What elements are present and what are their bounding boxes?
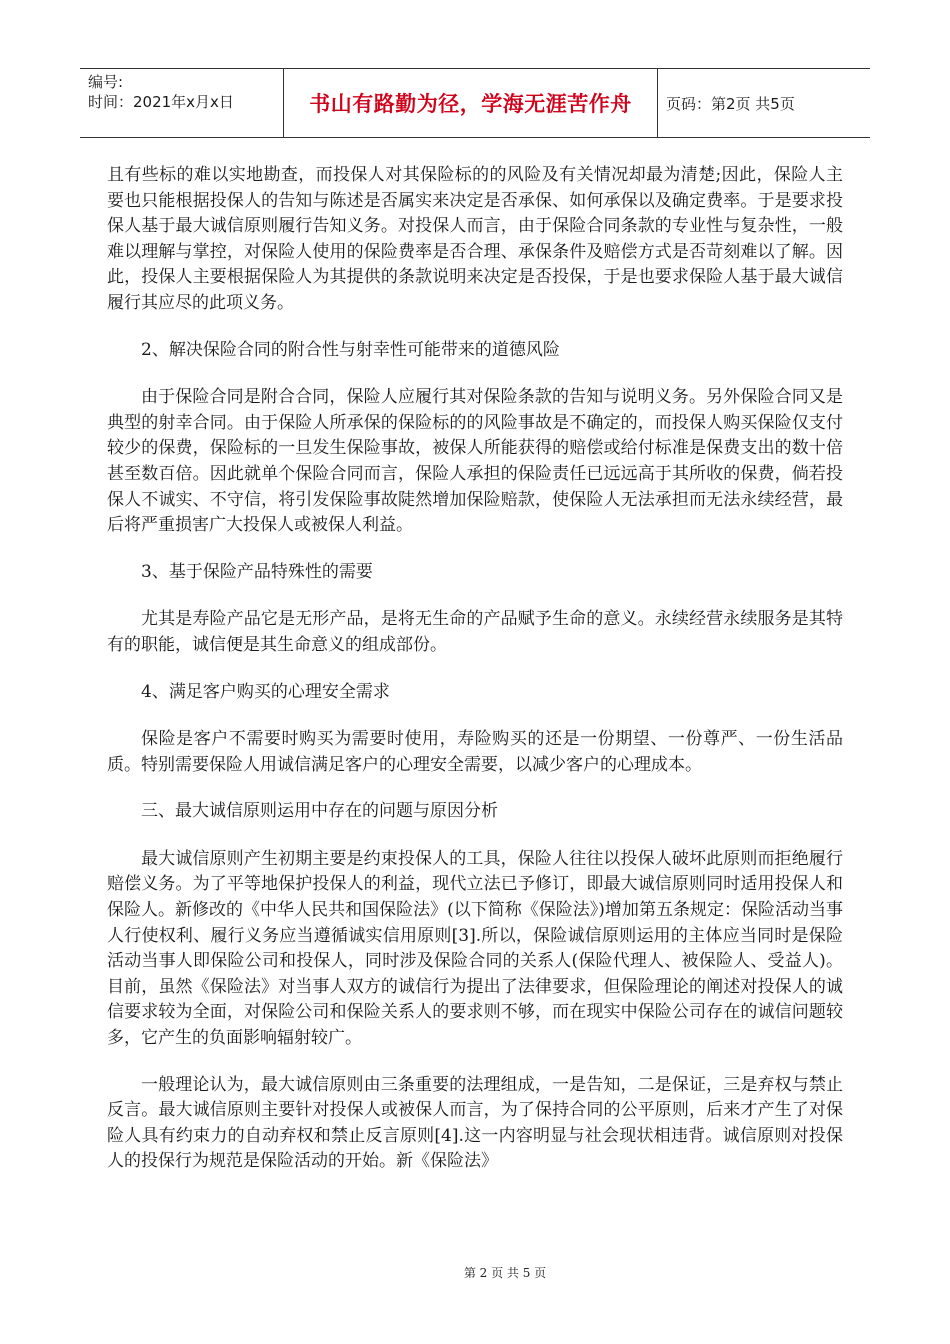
section-heading: 2、解决保险合同的附合性与射幸性可能带来的道德风险 (141, 339, 560, 360)
page-header (80, 68, 870, 138)
body-paragraph: 且有些标的难以实地勘查，而投保人对其保险标的的风险及有关情况却最为清楚;因此，保险人主要也只能根据投保人的告知与陈述是否属实来决定是否承保、如何承保以及确定费率。于是要求投保人基于最大诚信原则履行告知义务。对投保人而言，由于保险合同条款的专业性与复杂性，一般难以理解与掌控，对保险人使用的保险费率是否合理、承保条件及赔偿方式是否苛刻难以了解。因此，投保人主要根据保险人为其提供的条款说明来决定是否投保，于是也要求保险人基于最大诚信履行其应尽的此项义务。 (107, 165, 843, 313)
header-page-info: 页码：第2页 共5页 (666, 94, 795, 113)
document-body (107, 163, 843, 1196)
section-heading: 4、满足客户购买的心理安全需求 (141, 681, 390, 702)
header-motto: 书山有路勤为径，学海无涯苦作舟 (284, 69, 658, 137)
body-paragraph: 最大诚信原则产生初期主要是约束投保人的工具，保险人往往以投保人破坏此原则而拒绝履行赔偿义务。为了平等地保护投保人的利益，现代立法已予修订，即最大诚信原则同时适用投保人和保险人。新修改的《中华人民共和国保险法》(以下简称《保险法》)增加第五条规定：保险活动当事人行使权利、履行义务应当遵循诚实信用原则[3].所以，保险诚信原则运用的主体应当同时是保险活动当事人即保险公司和投保人，同时涉及保险合同的关系人(保险代理人、被保险人、受益人)。目前，虽然《保险法》对当事人双方的诚信行为提出了法律要求，但保险理论的阐述对投保人的诚信要求较为全面，对保险公司和保险关系人的要求则不够，而在现实中保险公司存在的诚信问题较多，它产生的负面影响辐射较广。 (107, 848, 843, 1049)
section-heading: 三、最大诚信原则运用中存在的问题与原因分析 (141, 801, 498, 822)
header-meta (80, 69, 284, 137)
body-paragraph: 由于保险合同是附合合同，保险人应履行其对保险条款的告知与说明义务。另外保险合同又是典型的射幸合同。由于保险人所承保的保险标的的风险事故是不确定的，而投保人购买保险仅支付较少的保费，保险标的一旦发生保险事故，被保人所能获得的赔偿或给付标准是保费支出的数十倍甚至数百倍。因此就单个保险合同而言，保险人承担的保险责任已远远高于其所收的保费，倘若投保人不诚实、不守信，将引发保险事故陡然增加保险赔款，使保险人无法承担而无法永续经营，最后将严重损害广大投保人或被保人利益。 (107, 387, 843, 536)
body-paragraph: 尤其是寿险产品它是无形产品，是将无生命的产品赋予生命的意义。永续经营永续服务是其特有的职能，诚信便是其生命意义的组成部份。 (107, 609, 843, 655)
document-time-label: 时间：2021年x月x日 (88, 93, 234, 111)
body-paragraph: 保险是客户不需要时购买为需要时使用，寿险购买的还是一份期望、一份尊严、一份生活品质。特别需要保险人用诚信满足客户的心理安全需要，以减少客户的心理成本。 (107, 729, 843, 775)
body-paragraph: 一般理论认为，最大诚信原则由三条重要的法理组成，一是告知，二是保证，三是弃权与禁止反言。最大诚信原则主要针对投保人或被保人而言，为了保持合同的公平原则，后来才产生了对保险人具有约束力的自动弃权和禁止反言原则[4].这一内容明显与社会现状相违背。诚信原则对投保人的投保行为规范是保险活动的开始。新《保险法》 (107, 1074, 843, 1172)
document-number-label: 编号: (88, 73, 124, 91)
section-heading: 3、基于保险产品特殊性的需要 (141, 561, 373, 582)
page-footer: 第 2 页 共 5 页 (463, 1266, 547, 1280)
